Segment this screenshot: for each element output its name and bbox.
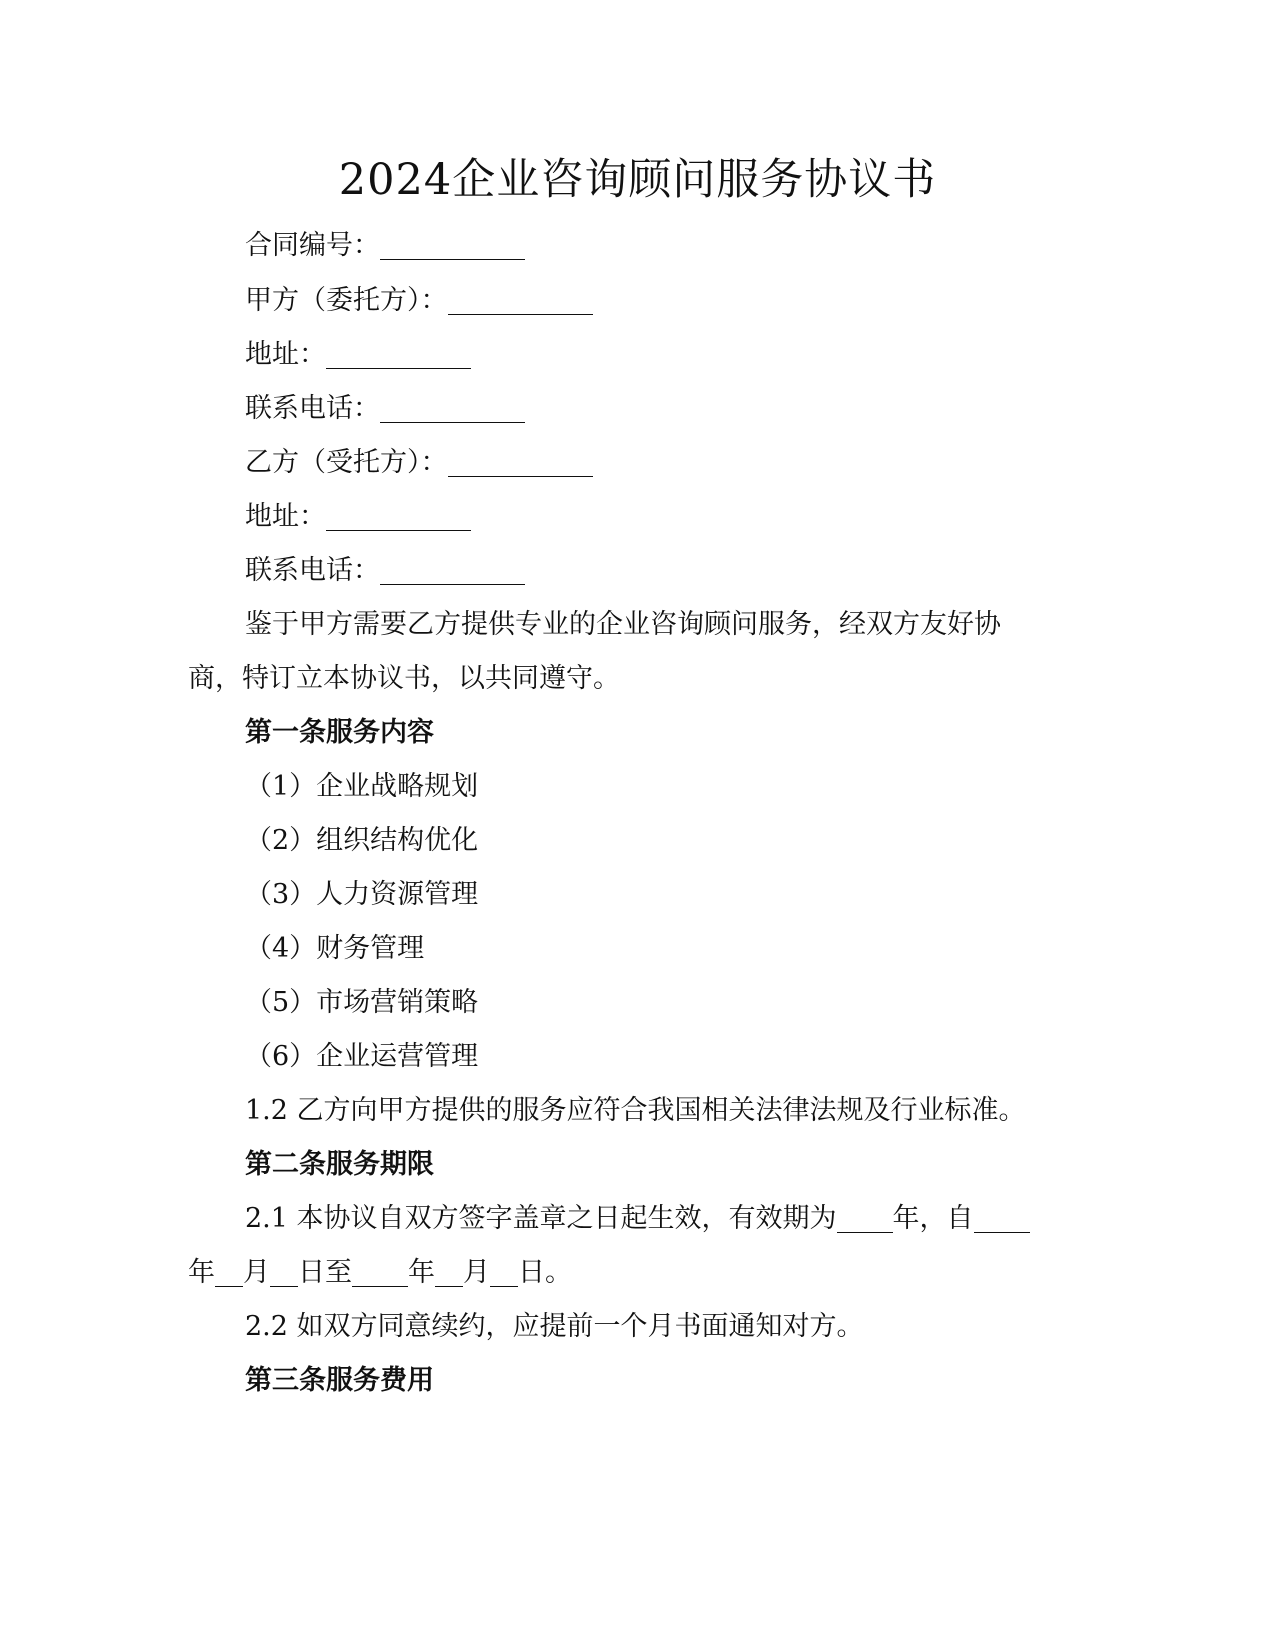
article-2-heading: 第二条服务期限 xyxy=(245,1149,434,1180)
field-party-b-phone xyxy=(245,551,525,591)
blank-start-year xyxy=(974,1202,1030,1233)
intro-line-2: 商，特订立本协议书，以共同遵守。 xyxy=(188,663,620,694)
field-label: 甲方（委托方）： xyxy=(245,285,448,316)
blank-line xyxy=(380,392,525,423)
clause-text: 年 xyxy=(188,1257,215,1288)
clause-1-2: 1.2 乙方向甲方提供的服务应符合我国相关法律法规及行业标准。 xyxy=(245,1095,1026,1126)
service-item: （1）企业战略规划 xyxy=(245,771,479,802)
field-label: 联系电话： xyxy=(245,393,380,424)
clause-2-1-line-2 xyxy=(188,1253,572,1293)
blank-end-month xyxy=(435,1256,463,1287)
clause-text: 月 xyxy=(243,1257,270,1288)
clause-2-2: 2.2 如双方同意续约，应提前一个月书面通知对方。 xyxy=(245,1311,864,1342)
blank-start-month xyxy=(215,1256,243,1287)
service-item: （6）企业运营管理 xyxy=(245,1041,479,1072)
clause-text: 日。 xyxy=(518,1257,572,1288)
article-1-heading: 第一条服务内容 xyxy=(245,717,434,748)
field-label: 乙方（受托方）： xyxy=(245,447,448,478)
clause-2-1-line-1 xyxy=(245,1199,1030,1239)
field-party-b-address xyxy=(245,497,471,537)
blank-start-day xyxy=(270,1256,298,1287)
field-party-a-address xyxy=(245,335,471,375)
field-party-a xyxy=(245,281,593,321)
field-party-b xyxy=(245,443,593,483)
field-label: 地址： xyxy=(245,339,326,370)
blank-end-year xyxy=(352,1256,408,1287)
field-party-a-phone xyxy=(245,389,525,429)
blank-years xyxy=(837,1202,893,1233)
blank-end-day xyxy=(490,1256,518,1287)
clause-text: 年，自 xyxy=(892,1203,974,1234)
blank-line xyxy=(326,500,471,531)
blank-line xyxy=(448,284,593,315)
article-3-heading: 第三条服务费用 xyxy=(245,1365,434,1396)
clause-text: 月 xyxy=(463,1257,490,1288)
clause-text: 年 xyxy=(408,1257,435,1288)
blank-line xyxy=(326,338,471,369)
blank-line xyxy=(380,229,525,260)
service-item: （5）市场营销策略 xyxy=(245,987,479,1018)
blank-line xyxy=(380,554,525,585)
field-label: 合同编号： xyxy=(245,230,380,261)
clause-text: 日至 xyxy=(298,1257,352,1288)
field-label: 地址： xyxy=(245,501,326,532)
document-title: 2024企业咨询顾问服务协议书 xyxy=(338,155,937,205)
intro-line-1: 鉴于甲方需要乙方提供专业的企业咨询顾问服务，经双方友好协 xyxy=(245,609,1001,640)
blank-line xyxy=(448,446,593,477)
service-item: （3）人力资源管理 xyxy=(245,879,479,910)
service-item: （2）组织结构优化 xyxy=(245,825,479,856)
clause-text: 2.1 本协议自双方签字盖章之日起生效，有效期为 xyxy=(245,1203,837,1234)
service-item: （4）财务管理 xyxy=(245,933,425,964)
field-contract-number xyxy=(245,226,525,266)
field-label: 联系电话： xyxy=(245,555,380,586)
